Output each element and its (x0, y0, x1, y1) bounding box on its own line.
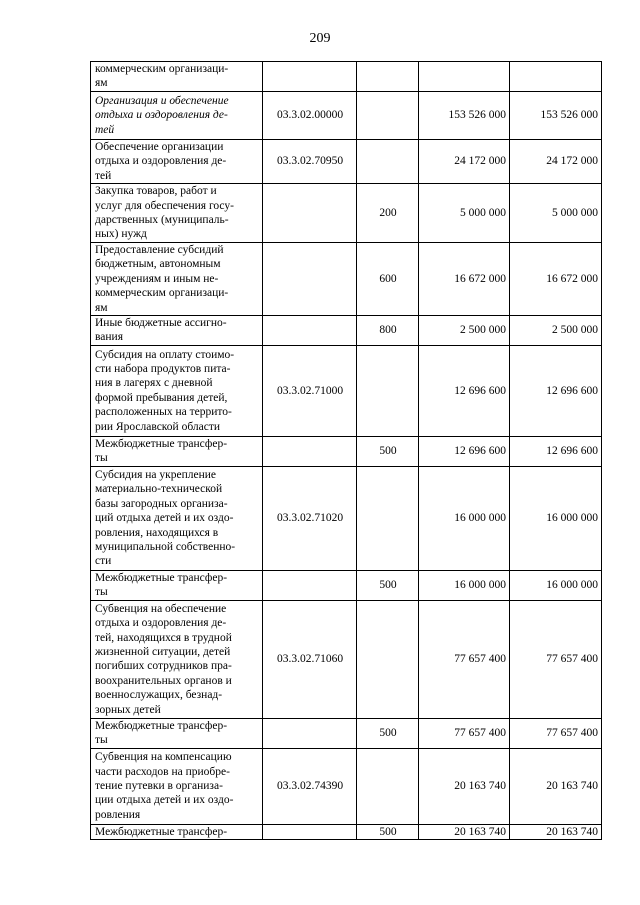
row-expense-type-cell: 800 (357, 316, 419, 346)
row-expense-type-cell (357, 600, 419, 718)
row-amount-year1-cell: 16 000 000 (419, 466, 510, 570)
row-code-cell (263, 62, 357, 92)
table-row (91, 139, 602, 183)
row-amount-year2-cell: 5 000 000 (510, 184, 602, 243)
row-amount-year1-cell (419, 62, 510, 92)
row-name-cell: Межбюджетные трансфер- ты (91, 718, 263, 748)
row-name-cell: Организация и обеспечение отдыха и оздоровления де- тей (91, 91, 263, 139)
row-amount-year2-cell: 12 696 600 (510, 345, 602, 436)
row-amount-year2-cell: 153 526 000 (510, 91, 602, 139)
row-amount-year1-cell: 5 000 000 (419, 184, 510, 243)
row-amount-year1-cell: 77 657 400 (419, 718, 510, 748)
row-name-cell: Субсидия на оплату стоимо- сти набора продуктов пита- ния в лагерях с дневной формой пребывания детей, расположенных на террито- рии Ярославской области (91, 345, 263, 436)
row-name-cell: Предоставление субсидий бюджетным, автономным учреждениям и иным не- коммерческим организаци- ям (91, 243, 263, 316)
row-amount-year1-cell: 20 163 740 (419, 824, 510, 839)
row-amount-year2-cell: 77 657 400 (510, 600, 602, 718)
row-name-cell: Межбюджетные трансфер- ты (91, 436, 263, 466)
row-amount-year1-cell: 16 672 000 (419, 243, 510, 316)
row-name-cell: Субвенция на обеспечение отдыха и оздоровления де- тей, находящихся в трудной жизненной ситуации, детей погибших сотрудников пра- воохранительных органов и военнослужащих, безнад- зорных детей (91, 600, 263, 718)
row-expense-type-cell: 600 (357, 243, 419, 316)
row-expense-type-cell: 500 (357, 570, 419, 600)
budget-table (90, 61, 602, 840)
row-name-cell: Межбюджетные трансфер- ты (91, 570, 263, 600)
row-name-cell: Субвенция на компенсацию части расходов на приобре- тение путевки в организа- ции отдыха детей и их оздо- ровления (91, 748, 263, 824)
table-row (91, 243, 602, 316)
row-expense-type-cell (357, 62, 419, 92)
table-row (91, 436, 602, 466)
row-code-cell: 03.3.02.00000 (263, 91, 357, 139)
row-amount-year1-cell: 20 163 740 (419, 748, 510, 824)
row-expense-type-cell (357, 748, 419, 824)
table-row (91, 184, 602, 243)
row-expense-type-cell: 500 (357, 824, 419, 839)
row-code-cell (263, 316, 357, 346)
row-amount-year2-cell: 20 163 740 (510, 824, 602, 839)
table-row (91, 345, 602, 436)
page-number: 209 (309, 31, 331, 46)
table-row (91, 91, 602, 139)
row-code-cell: 03.3.02.70950 (263, 139, 357, 183)
row-amount-year2-cell: 16 000 000 (510, 466, 602, 570)
row-expense-type-cell (357, 91, 419, 139)
row-code-cell (263, 436, 357, 466)
row-amount-year2-cell: 12 696 600 (510, 436, 602, 466)
row-expense-type-cell: 500 (357, 718, 419, 748)
row-amount-year2-cell: 2 500 000 (510, 316, 602, 346)
row-amount-year1-cell: 12 696 600 (419, 436, 510, 466)
row-amount-year1-cell: 16 000 000 (419, 570, 510, 600)
budget-table-body (91, 62, 602, 840)
row-code-cell: 03.3.02.71000 (263, 345, 357, 436)
row-expense-type-cell: 200 (357, 184, 419, 243)
row-expense-type-cell: 500 (357, 436, 419, 466)
row-amount-year2-cell: 77 657 400 (510, 718, 602, 748)
row-expense-type-cell (357, 466, 419, 570)
row-code-cell (263, 184, 357, 243)
table-row (91, 600, 602, 718)
row-code-cell (263, 824, 357, 839)
table-row (91, 718, 602, 748)
row-code-cell (263, 718, 357, 748)
row-code-cell: 03.3.02.71060 (263, 600, 357, 718)
row-code-cell: 03.3.02.71020 (263, 466, 357, 570)
row-amount-year1-cell: 77 657 400 (419, 600, 510, 718)
row-amount-year1-cell: 2 500 000 (419, 316, 510, 346)
row-name-cell: Закупка товаров, работ и услуг для обеспечения госу- дарственных (муниципаль- ных) нужд (91, 184, 263, 243)
row-name-cell: Межбюджетные трансфер- (91, 824, 263, 839)
row-amount-year2-cell: 24 172 000 (510, 139, 602, 183)
row-amount-year2-cell: 16 000 000 (510, 570, 602, 600)
table-row (91, 62, 602, 92)
table-row (91, 748, 602, 824)
row-amount-year1-cell: 153 526 000 (419, 91, 510, 139)
row-code-cell: 03.3.02.74390 (263, 748, 357, 824)
row-name-cell: Субсидия на укрепление материально-технической базы загородных организа- ций отдыха детей и их оздо- ровления, находящихся в муниципальной собственно- сти (91, 466, 263, 570)
row-name-cell: Иные бюджетные ассигно- вания (91, 316, 263, 346)
row-amount-year2-cell: 20 163 740 (510, 748, 602, 824)
row-amount-year1-cell: 24 172 000 (419, 139, 510, 183)
row-amount-year2-cell (510, 62, 602, 92)
row-amount-year1-cell: 12 696 600 (419, 345, 510, 436)
table-row (91, 316, 602, 346)
row-amount-year2-cell: 16 672 000 (510, 243, 602, 316)
row-code-cell (263, 243, 357, 316)
row-expense-type-cell (357, 139, 419, 183)
row-expense-type-cell (357, 345, 419, 436)
row-code-cell (263, 570, 357, 600)
row-name-cell: коммерческим организаци- ям (91, 62, 263, 92)
table-row (91, 466, 602, 570)
table-row (91, 570, 602, 600)
table-row (91, 824, 602, 839)
row-name-cell: Обеспечение организации отдыха и оздоровления де- тей (91, 139, 263, 183)
